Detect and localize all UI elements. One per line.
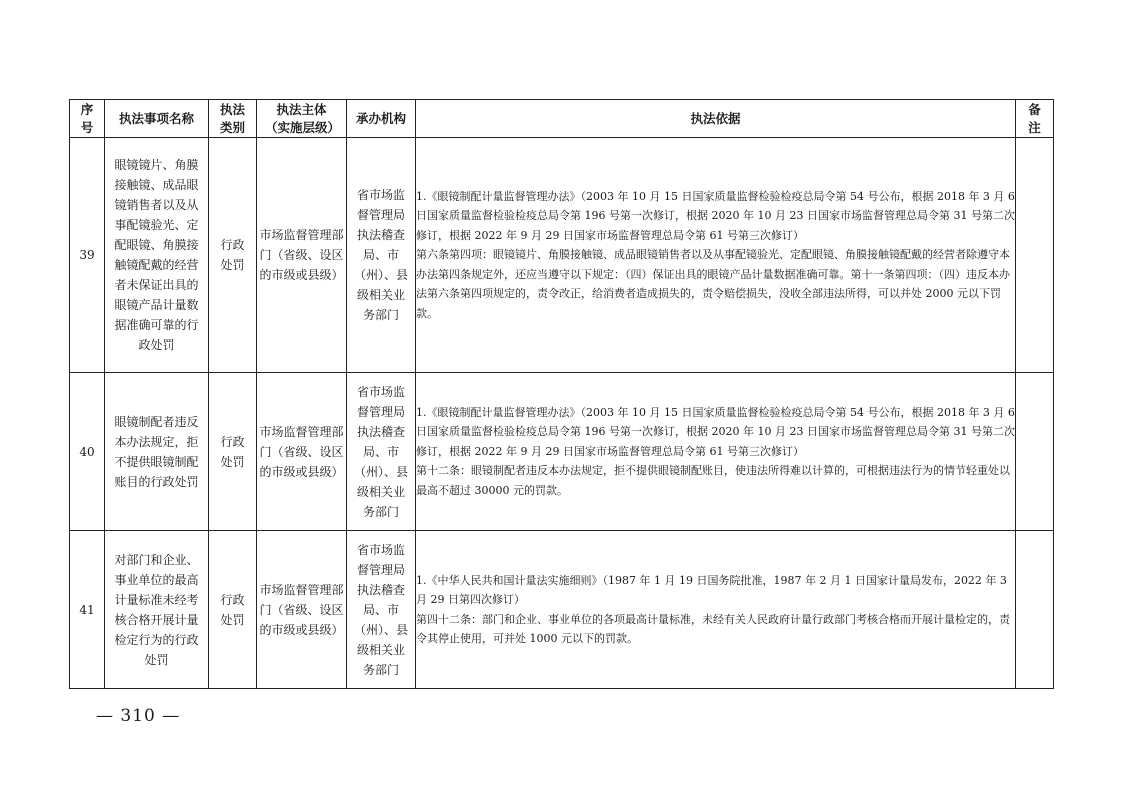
row-name: 眼镜制配者违反本办法规定，拒不提供眼镜制配账目的行政处罚 [105,373,209,531]
basis-law: 1.《眼镜制配计量监督管理办法》（2003 年 10 月 15 日国家质量监督检验检疫总局令第 54 号公布，根据 2018 年 3 月 6 日国家质量监督检验检疫总局令第 196 号第一次修订，根据 2020 年 10 月 23 日国家市场监督管理总局令第 31 号第二次修订，根据 2022 年 9 月 29 日国家市场监督管理总局令第 61 号第三次修订） [416,405,1015,458]
row-seq: 41 [70,531,105,689]
table-row [70,373,1054,531]
header-name: 执法事项名称 [105,100,209,138]
enforcement-table [69,99,1054,689]
row-seq: 40 [70,373,105,531]
row-category: 行政处罚 [209,138,257,373]
row-name: 眼镜镜片、角膜接触镜、成品眼镜销售者以及从事配镜验光、定配眼镜、角膜接触镜配戴的经营者未保证出具的眼镜产品计量数据准确可靠的行政处罚 [105,138,209,373]
row-subject: 市场监督管理部门（省级、设区的市级或县级） [257,138,347,373]
row-remark [1016,373,1054,531]
row-subject: 市场监督管理部门（省级、设区的市级或县级） [257,373,347,531]
header-agency: 承办机构 [347,100,416,138]
header-remark: 备注 [1016,100,1054,138]
basis-clause: 第十二条：眼镜制配者违反本办法规定，拒不提供眼镜制配账目，使违法所得难以计算的，可根据违法行为的情节轻重处以最高不超过 30000 元的罚款。 [416,464,1010,497]
header-seq: 序号 [70,100,105,138]
row-name: 对部门和企业、事业单位的最高计量标准未经考核合格开展计量检定行为的行政处罚 [105,531,209,689]
header-basis: 执法依据 [416,100,1016,138]
row-seq: 39 [70,138,105,373]
row-agency: 省市场监督管理局执法稽查局、市（州）、县级相关业务部门 [347,373,416,531]
row-category: 行政处罚 [209,373,257,531]
table-row [70,531,1054,689]
row-subject: 市场监督管理部门（省级、设区的市级或县级） [257,531,347,689]
row-remark [1016,531,1054,689]
basis-clause: 第四十二条：部门和企业、事业单位的各项最高计量标准，未经有关人民政府计量行政部门考核合格而开展计量检定的，责令其停止使用，可并处 1000 元以下的罚款。 [416,612,1010,645]
basis-law: 1.《眼镜制配计量监督管理办法》（2003 年 10 月 15 日国家质量监督检验检疫总局令第 54 号公布，根据 2018 年 3 月 6 日国家质量监督检验检疫总局令第 196 号第一次修订，根据 2020 年 10 月 23 日国家市场监督管理总局令第 31 号第二次修订，根据 2022 年 9 月 29 日国家市场监督管理总局令第 61 号第三次修订） [416,189,1015,242]
row-remark [1016,138,1054,373]
row-agency: 省市场监督管理局执法稽查局、市（州）、县级相关业务部门 [347,531,416,689]
row-basis [416,373,1016,531]
table-header-row [70,100,1054,138]
basis-clause: 第六条第四项：眼镜镜片、角膜接触镜、成品眼镜销售者以及从事配镜验光、定配眼镜、角膜接触镜配戴的经营者除遵守本办法第四条规定外，还应当遵守以下规定：（四）保证出具的眼镜产品计量数据准确可靠。第十一条第四项：（四）违反本办法第六条第四项规定的，责令改正，给消费者造成损失的，责令赔偿损失，没收全部违法所得，可以并处 2000 元以下罚款。 [416,248,1010,320]
table-row [70,138,1054,373]
basis-law: 1.《中华人民共和国计量法实施细则》（1987 年 1 月 19 日国务院批准，1987 年 2 月 1 日国家计量局发布，2022 年 3 月 29 日第四次修订） [416,573,1007,606]
header-category: 执法类别 [209,100,257,138]
row-category: 行政处罚 [209,531,257,689]
row-basis [416,531,1016,689]
row-basis [416,138,1016,373]
row-agency: 省市场监督管理局执法稽查局、市（州）、县级相关业务部门 [347,138,416,373]
header-subject: 执法主体（实施层级） [257,100,347,138]
page-number: — 310 — [96,706,181,726]
